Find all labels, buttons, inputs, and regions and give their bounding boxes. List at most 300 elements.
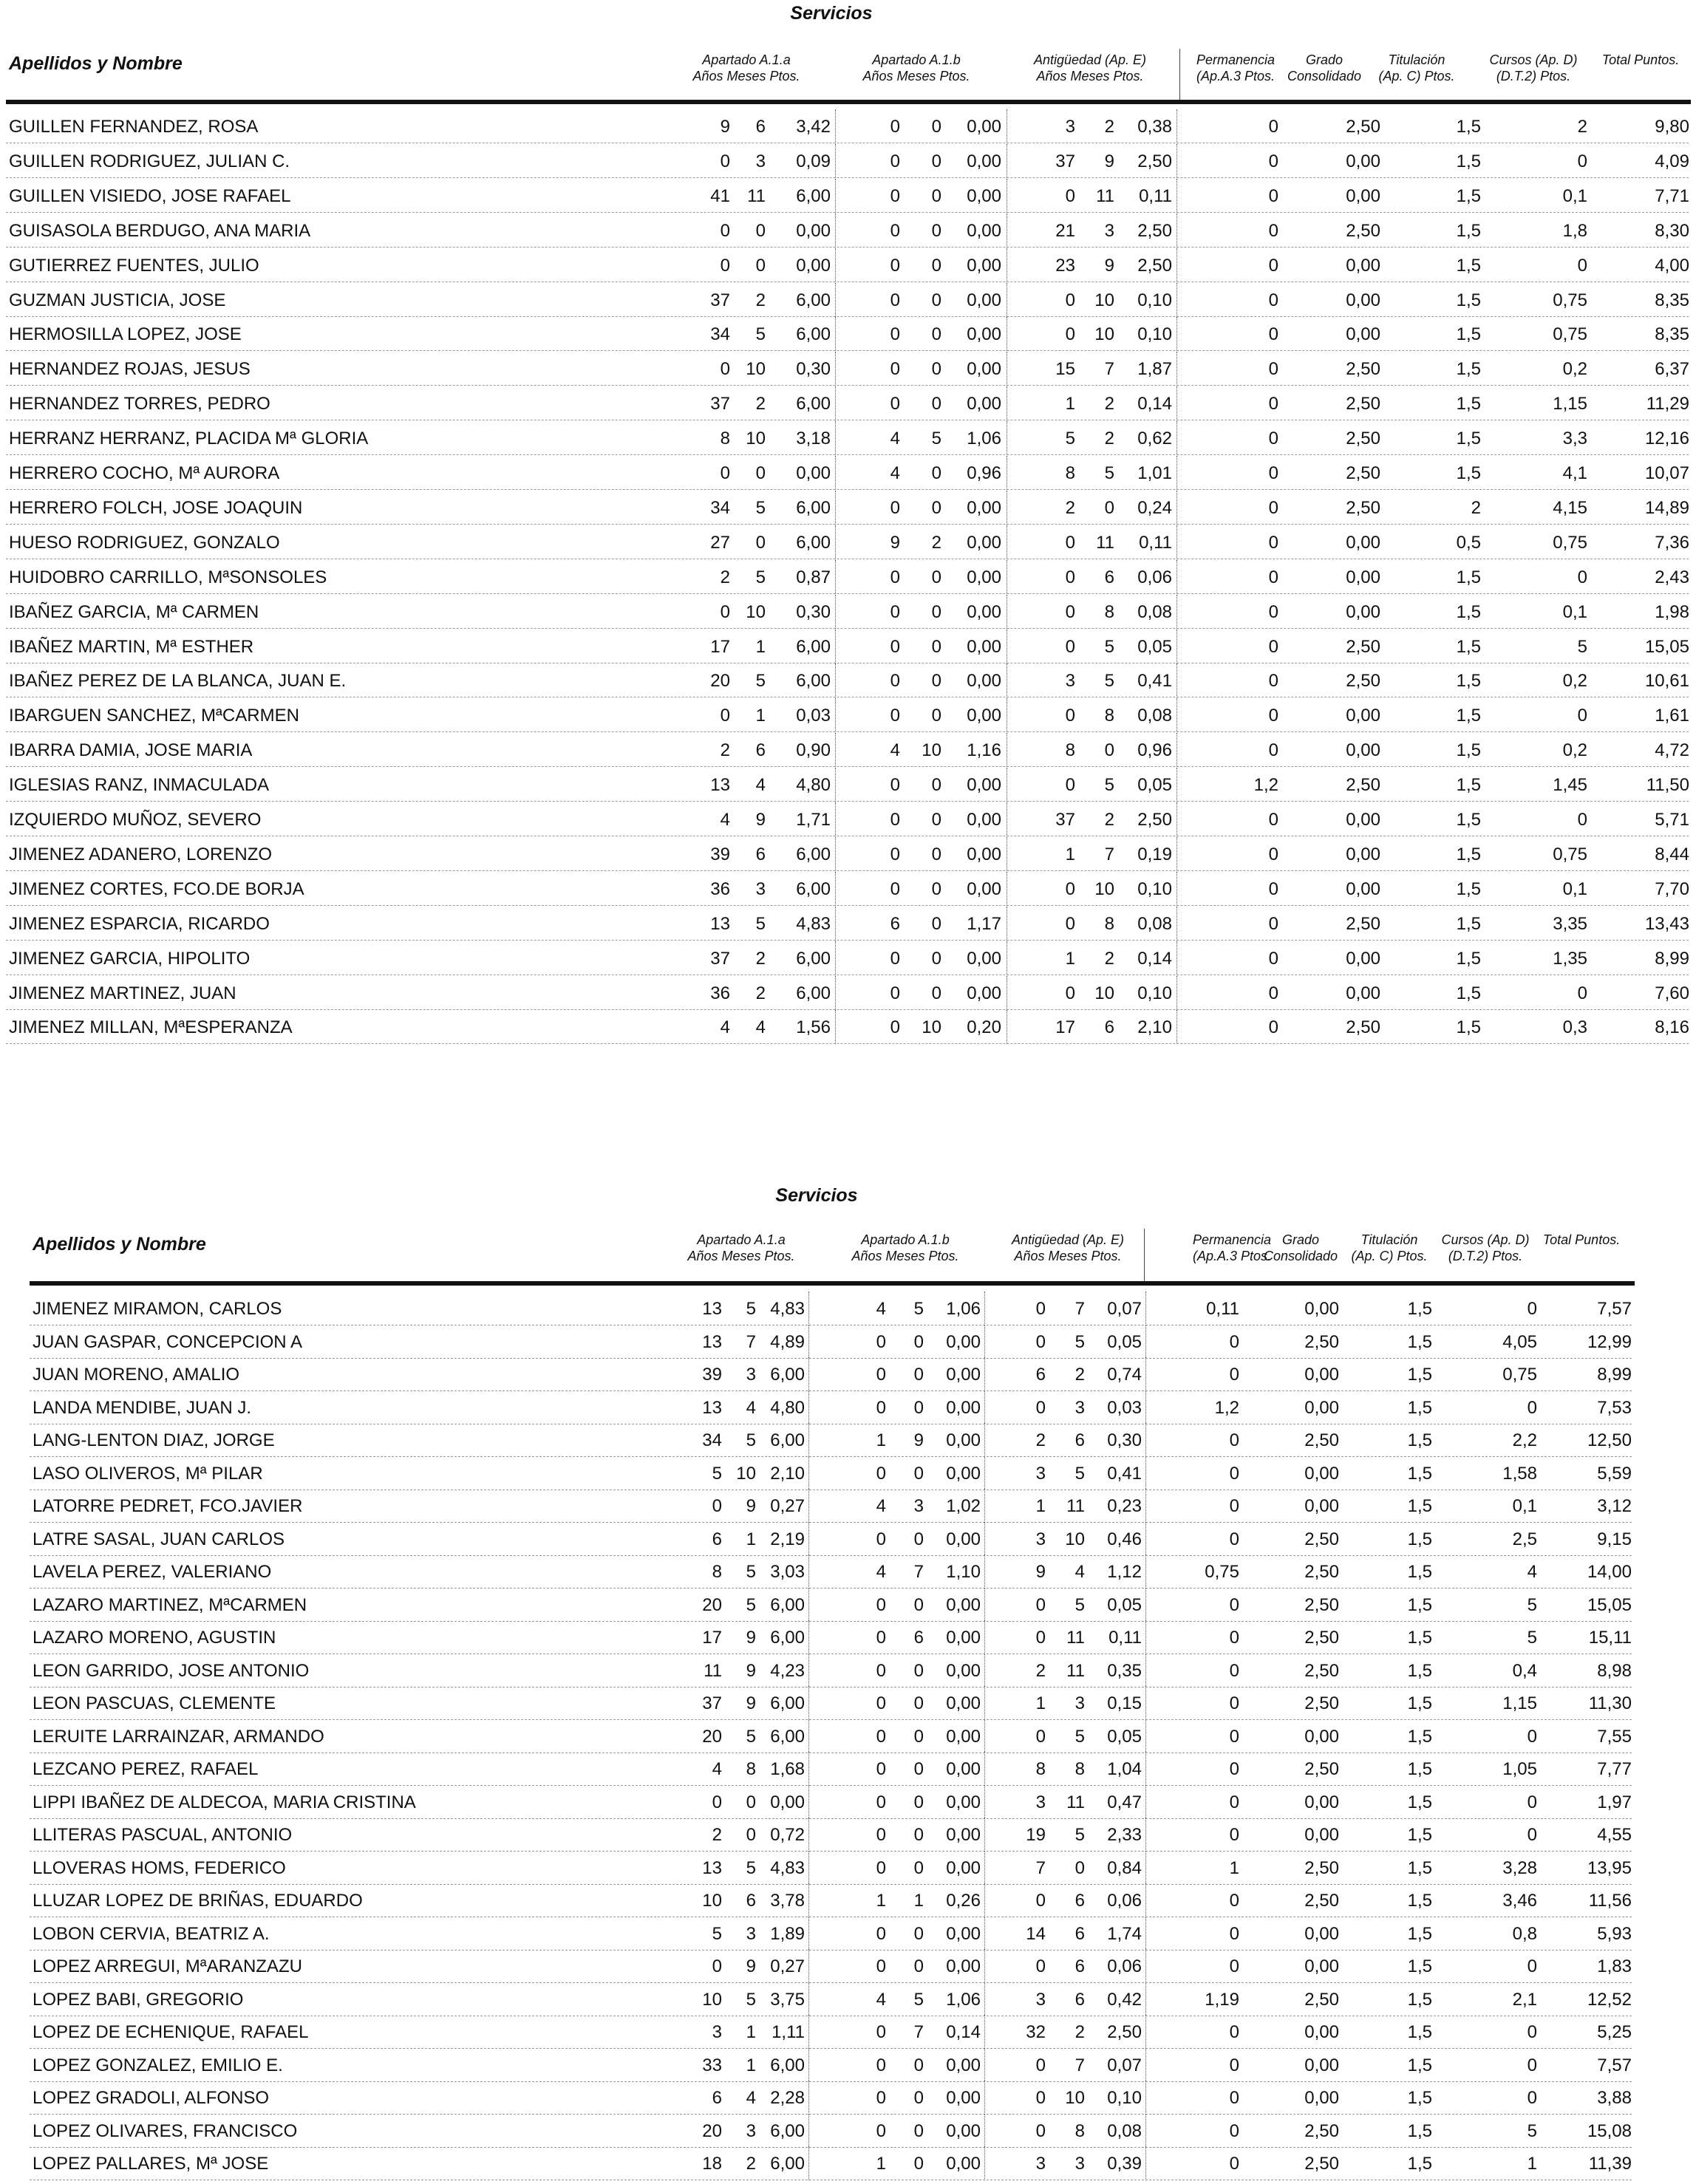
value-cell: 6,00 xyxy=(796,637,831,657)
value-cell: 37 xyxy=(710,949,730,969)
value-cell: 0 xyxy=(876,1727,886,1747)
value-cell: 0,00 xyxy=(1346,186,1380,206)
value-cell: 5 xyxy=(746,1430,756,1450)
value-cell: 0,00 xyxy=(967,256,1001,276)
value-cell: 0,00 xyxy=(946,2121,981,2141)
value-cell: 5,25 xyxy=(1597,2022,1632,2042)
column-header-line1: Cursos (Ap. D) xyxy=(1489,52,1578,67)
value-cell: 0,62 xyxy=(1137,429,1172,448)
value-cell: 6 xyxy=(755,117,766,137)
table-row xyxy=(0,2048,1696,2082)
value-cell: 0 xyxy=(913,1924,924,1944)
column-separator xyxy=(1145,1522,1146,1556)
value-cell: 2 xyxy=(746,2154,756,2174)
value-cell: 0 xyxy=(1527,2022,1537,2042)
value-cell: 2,2 xyxy=(1512,1430,1537,1450)
column-separator xyxy=(984,1785,985,1819)
employee-name: LEON GARRIDO, JOSE ANTONIO xyxy=(33,1661,310,1681)
column-separator xyxy=(1145,1390,1146,1424)
value-cell: 3 xyxy=(1035,1792,1046,1812)
value-cell: 0 xyxy=(1268,810,1278,830)
column-header-line2: (D.T.2) Ptos. xyxy=(1496,69,1571,83)
value-cell: 0 xyxy=(1035,1956,1046,1976)
column-separator xyxy=(984,1325,985,1359)
value-cell: 6 xyxy=(755,844,766,864)
value-cell: 7,70 xyxy=(1655,879,1689,899)
value-cell: 6 xyxy=(1075,1891,1085,1911)
employee-name: JUAN MORENO, AMALIO xyxy=(33,1365,240,1385)
table-row xyxy=(0,907,1696,941)
value-cell: 0,10 xyxy=(1137,983,1172,1003)
value-cell: 0 xyxy=(876,1924,886,1944)
value-cell: 0,15 xyxy=(1107,1693,1142,1713)
value-cell: 0,27 xyxy=(770,1496,805,1516)
value-cell: 5 xyxy=(746,1299,756,1319)
value-cell: 1,5 xyxy=(1456,394,1481,414)
column-separator xyxy=(835,283,836,317)
value-cell: 11,39 xyxy=(1588,2154,1632,2174)
value-cell: 7,57 xyxy=(1597,2055,1632,2075)
value-cell: 0 xyxy=(890,221,900,241)
table-row xyxy=(0,1883,1696,1917)
value-cell: 1,8 xyxy=(1562,221,1587,241)
value-cell: 2,5 xyxy=(1512,1529,1537,1549)
value-cell: 0 xyxy=(1268,221,1278,241)
value-cell: 0 xyxy=(890,567,900,587)
value-cell: 4,83 xyxy=(770,1299,805,1319)
value-cell: 0,00 xyxy=(796,221,831,241)
value-cell: 11 xyxy=(1096,533,1114,553)
column-separator xyxy=(984,1719,985,1753)
value-cell: 15 xyxy=(1055,359,1075,379)
value-cell: 33 xyxy=(702,2055,722,2075)
table-row xyxy=(0,144,1696,178)
value-cell: 6,00 xyxy=(796,983,831,1003)
value-cell: 3,35 xyxy=(1553,914,1587,934)
column-group-header xyxy=(851,1232,958,1264)
employee-name: HERRANZ HERRANZ, PLACIDA Mª GLORIA xyxy=(9,429,369,448)
value-cell: 10,61 xyxy=(1644,671,1689,691)
column-separator xyxy=(984,1555,985,1588)
value-cell: 4 xyxy=(876,1990,886,2010)
value-cell: 0,00 xyxy=(946,1464,981,1484)
value-cell: 6 xyxy=(1104,567,1114,587)
value-cell: 0 xyxy=(931,221,941,241)
value-cell: 0,14 xyxy=(1137,394,1172,414)
value-cell: 0,00 xyxy=(946,2154,981,2174)
value-cell: 1,12 xyxy=(1107,1562,1142,1582)
value-cell: 0,00 xyxy=(967,671,1001,691)
value-cell: 34 xyxy=(710,324,730,344)
column-separator xyxy=(1145,1785,1146,1819)
column-separator xyxy=(1145,1982,1146,2016)
value-cell: 0 xyxy=(1268,1017,1278,1037)
value-cell: 1,06 xyxy=(946,1299,981,1319)
value-cell: 3 xyxy=(1035,1529,1046,1549)
value-cell: 0,30 xyxy=(1107,1430,1142,1450)
value-cell: 0 xyxy=(1268,914,1278,934)
value-cell: 6 xyxy=(712,2088,722,2108)
column-group-header xyxy=(692,52,800,84)
column-separator xyxy=(1176,214,1177,248)
value-cell: 27 xyxy=(710,533,730,553)
column-separator xyxy=(1176,837,1177,871)
value-cell: 2,50 xyxy=(1304,1693,1339,1713)
value-cell: 0 xyxy=(720,151,730,171)
column-separator xyxy=(808,1620,809,1654)
value-cell: 1,5 xyxy=(1407,1891,1432,1911)
value-cell: 4,83 xyxy=(796,914,831,934)
value-cell: 2,50 xyxy=(1346,637,1380,657)
value-cell: 5 xyxy=(746,1990,756,2010)
value-cell: 2,50 xyxy=(1304,2154,1339,2174)
table-row xyxy=(0,2114,1696,2148)
value-cell: 0,00 xyxy=(967,117,1001,137)
value-cell: 1,5 xyxy=(1407,1332,1432,1352)
value-cell: 0,00 xyxy=(1346,151,1380,171)
value-cell: 0 xyxy=(913,1398,924,1418)
column-separator xyxy=(1145,1325,1146,1359)
value-cell: 0 xyxy=(931,914,941,934)
column-separator xyxy=(1145,1291,1146,1325)
value-cell: 0 xyxy=(890,117,900,137)
table-row xyxy=(0,1917,1696,1951)
column-separator xyxy=(835,560,836,594)
value-cell: 1,5 xyxy=(1456,117,1481,137)
value-cell: 10 xyxy=(922,1017,941,1037)
value-cell: 0 xyxy=(876,1332,886,1352)
value-cell: 1,06 xyxy=(967,429,1001,448)
employee-name: IBAÑEZ PEREZ DE LA BLANCA, JUAN E. xyxy=(9,671,347,691)
value-cell: 0 xyxy=(712,1496,722,1516)
value-cell: 19 xyxy=(1026,1825,1046,1845)
column-separator xyxy=(835,837,836,871)
value-cell: 0,4 xyxy=(1512,1661,1537,1681)
value-cell: 1,5 xyxy=(1407,1365,1432,1385)
value-cell: 2,50 xyxy=(1346,775,1380,795)
value-cell: 1,2 xyxy=(1214,1398,1239,1418)
column-separator xyxy=(835,317,836,351)
value-cell: 0 xyxy=(1065,775,1075,795)
column-separator xyxy=(984,1390,985,1424)
value-cell: 0 xyxy=(931,186,941,206)
employee-name: HERNANDEZ TORRES, PEDRO xyxy=(9,394,270,414)
value-cell: 6,00 xyxy=(796,671,831,691)
column-separator xyxy=(1176,802,1177,836)
column-group-header xyxy=(1034,52,1146,84)
value-cell: 0 xyxy=(890,879,900,899)
column-separator xyxy=(1176,179,1177,213)
value-cell: 0,75 xyxy=(1205,1562,1239,1582)
employee-name: LATORRE PEDRET, FCO.JAVIER xyxy=(33,1496,303,1516)
value-cell: 1 xyxy=(876,1430,886,1450)
employee-name: IBARRA DAMIA, JOSE MARIA xyxy=(9,740,253,760)
column-header-line1: Cursos (Ap. D) xyxy=(1441,1232,1530,1247)
value-cell: 0,00 xyxy=(967,775,1001,795)
value-cell: 0 xyxy=(890,775,900,795)
value-cell: 8,30 xyxy=(1655,221,1689,241)
value-cell: 6 xyxy=(1075,1430,1085,1450)
value-cell: 0,00 xyxy=(967,151,1001,171)
value-cell: 2,50 xyxy=(1137,256,1172,276)
value-cell: 0 xyxy=(1065,324,1075,344)
value-cell: 0,00 xyxy=(946,1759,981,1779)
value-cell: 1,5 xyxy=(1407,1529,1432,1549)
value-cell: 0,1 xyxy=(1562,602,1587,622)
value-cell: 0 xyxy=(1268,602,1278,622)
value-cell: 5 xyxy=(755,324,766,344)
value-cell: 0 xyxy=(1035,1398,1046,1418)
value-cell: 1,5 xyxy=(1456,463,1481,483)
value-cell: 0 xyxy=(1229,2121,1239,2141)
value-cell: 0,09 xyxy=(796,151,831,171)
column-group-header xyxy=(1264,1232,1338,1264)
value-cell: 0 xyxy=(1229,1464,1239,1484)
column-separator xyxy=(1176,768,1177,802)
value-cell: 0 xyxy=(876,1398,886,1418)
value-cell: 0 xyxy=(1577,256,1587,276)
value-cell: 1,5 xyxy=(1456,810,1481,830)
value-cell: 5 xyxy=(1065,429,1075,448)
value-cell: 1,5 xyxy=(1407,1825,1432,1845)
column-separator xyxy=(808,1719,809,1753)
value-cell: 2,50 xyxy=(1346,429,1380,448)
value-cell: 0,00 xyxy=(1346,602,1380,622)
value-cell: 1,87 xyxy=(1137,359,1172,379)
table-row xyxy=(0,214,1696,248)
value-cell: 0,00 xyxy=(946,1956,981,1976)
value-cell: 15,05 xyxy=(1644,637,1689,657)
column-separator xyxy=(808,1489,809,1523)
value-cell: 0,00 xyxy=(1346,324,1380,344)
row-separator xyxy=(6,524,1689,525)
value-cell: 0 xyxy=(1035,2088,1046,2108)
value-cell: 0,08 xyxy=(1107,2121,1142,2141)
value-cell: 0 xyxy=(931,949,941,969)
value-cell: 20 xyxy=(702,1727,722,1747)
employee-name: JIMENEZ MARTINEZ, JUAN xyxy=(9,983,236,1003)
value-cell: 11 xyxy=(1066,1661,1085,1681)
value-cell: 0,00 xyxy=(946,1858,981,1878)
column-separator xyxy=(984,1818,985,1852)
value-cell: 37 xyxy=(1055,810,1075,830)
value-cell: 0 xyxy=(890,637,900,657)
value-cell: 0,00 xyxy=(967,290,1001,310)
value-cell: 0 xyxy=(1527,1825,1537,1845)
value-cell: 5 xyxy=(712,1924,722,1944)
value-cell: 1,5 xyxy=(1456,186,1481,206)
value-cell: 2,50 xyxy=(1304,1628,1339,1648)
value-cell: 6,00 xyxy=(770,1628,805,1648)
value-cell: 0,00 xyxy=(967,844,1001,864)
column-separator xyxy=(984,1752,985,1786)
column-separator xyxy=(1145,1489,1146,1523)
value-cell: 0 xyxy=(1577,567,1587,587)
employee-name: LOPEZ GRADOLI, ALFONSO xyxy=(33,2088,270,2108)
value-cell: 0,00 xyxy=(1346,706,1380,726)
value-cell: 0,00 xyxy=(946,1529,981,1549)
value-cell: 5 xyxy=(755,567,766,587)
value-cell: 0 xyxy=(1268,359,1278,379)
value-cell: 1,5 xyxy=(1456,602,1481,622)
value-cell: 0 xyxy=(876,2088,886,2108)
value-cell: 6,00 xyxy=(796,533,831,553)
value-cell: 4 xyxy=(876,1562,886,1582)
value-cell: 0,00 xyxy=(946,1825,981,1845)
value-cell: 1,5 xyxy=(1456,671,1481,691)
value-cell: 4 xyxy=(876,1496,886,1516)
value-cell: 10 xyxy=(922,740,941,760)
header-divider xyxy=(1144,1229,1145,1281)
value-cell: 0,00 xyxy=(1304,1956,1339,1976)
value-cell: 0 xyxy=(1268,706,1278,726)
table-row xyxy=(0,941,1696,975)
value-cell: 1,5 xyxy=(1407,1562,1432,1582)
value-cell: 5 xyxy=(746,1727,756,1747)
value-cell: 0 xyxy=(1229,1595,1239,1615)
value-cell: 0,07 xyxy=(1107,2055,1142,2075)
table-row xyxy=(0,560,1696,594)
value-cell: 0 xyxy=(1229,1365,1239,1385)
column-separator xyxy=(808,2048,809,2082)
value-cell: 0 xyxy=(913,1825,924,1845)
value-cell: 6,00 xyxy=(796,186,831,206)
table-row xyxy=(0,1010,1696,1044)
column-separator xyxy=(984,2048,985,2082)
value-cell: 0 xyxy=(931,671,941,691)
employee-name: HERNANDEZ ROJAS, JESUS xyxy=(9,359,251,379)
column-separator xyxy=(1176,525,1177,559)
value-cell: 0 xyxy=(931,256,941,276)
value-cell: 8 xyxy=(1075,2121,1085,2141)
value-cell: 4 xyxy=(746,2088,756,2108)
column-separator xyxy=(808,1555,809,1588)
value-cell: 6,00 xyxy=(770,1430,805,1450)
value-cell: 0 xyxy=(755,256,766,276)
column-group-header xyxy=(687,1232,794,1264)
value-cell: 0,2 xyxy=(1562,740,1587,760)
employee-name: LANG-LENTON DIAZ, JORGE xyxy=(33,1430,275,1450)
table-section-2 xyxy=(0,1182,1696,2184)
value-cell: 4,80 xyxy=(796,775,831,795)
value-cell: 0 xyxy=(890,602,900,622)
value-cell: 11 xyxy=(1066,1628,1085,1648)
column-header-line1: Apartado A.1.b xyxy=(861,1232,950,1247)
value-cell: 4,23 xyxy=(770,1661,805,1681)
value-cell: 1 xyxy=(876,1891,886,1911)
value-cell: 0 xyxy=(890,324,900,344)
value-cell: 0,00 xyxy=(770,1792,805,1812)
table-row xyxy=(0,525,1696,559)
value-cell: 0 xyxy=(931,324,941,344)
value-cell: 2,50 xyxy=(1346,498,1380,518)
table-row xyxy=(0,663,1696,697)
column-separator xyxy=(1145,1883,1146,1917)
value-cell: 7 xyxy=(1104,359,1114,379)
column-separator xyxy=(835,941,836,975)
employee-name: JIMENEZ CORTES, FCO.DE BORJA xyxy=(9,879,304,899)
value-cell: 13 xyxy=(702,1858,722,1878)
value-cell: 6,37 xyxy=(1655,359,1689,379)
employee-name: JIMENEZ ESPARCIA, RICARDO xyxy=(9,914,270,934)
value-cell: 2,50 xyxy=(1346,1017,1380,1037)
value-cell: 5 xyxy=(1075,1727,1085,1747)
value-cell: 9 xyxy=(746,1496,756,1516)
table-row xyxy=(0,1588,1696,1622)
value-cell: 5,59 xyxy=(1597,1464,1632,1484)
value-cell: 0 xyxy=(931,290,941,310)
column-separator xyxy=(835,248,836,282)
employee-name: GUILLEN VISIEDO, JOSE RAFAEL xyxy=(9,186,291,206)
value-cell: 1,05 xyxy=(1502,1759,1537,1779)
value-cell: 2,1 xyxy=(1512,1990,1537,2010)
value-cell: 0,00 xyxy=(967,533,1001,553)
value-cell: 6 xyxy=(1075,1956,1085,1976)
employee-name: GUILLEN FERNANDEZ, ROSA xyxy=(9,117,259,137)
value-cell: 0 xyxy=(890,810,900,830)
value-cell: 1,5 xyxy=(1407,1464,1432,1484)
value-cell: 7,60 xyxy=(1655,983,1689,1003)
column-separator xyxy=(835,386,836,420)
table-row xyxy=(0,976,1696,1010)
value-cell: 0 xyxy=(1229,1792,1239,1812)
column-separator xyxy=(984,1489,985,1523)
row-separator xyxy=(6,766,1689,767)
value-cell: 0,1 xyxy=(1562,879,1587,899)
column-separator xyxy=(1145,2146,1146,2180)
value-cell: 0 xyxy=(876,2121,886,2141)
value-cell: 4,05 xyxy=(1502,1332,1537,1352)
value-cell: 1,5 xyxy=(1456,637,1481,657)
value-cell: 8 xyxy=(712,1562,722,1582)
value-cell: 0 xyxy=(890,671,900,691)
value-cell: 0,00 xyxy=(1346,256,1380,276)
value-cell: 1,5 xyxy=(1407,1595,1432,1615)
column-group-header xyxy=(1012,1232,1124,1264)
value-cell: 10 xyxy=(746,602,766,622)
column-header-line1: Apartado A.1.a xyxy=(702,52,791,67)
value-cell: 32 xyxy=(1026,2022,1046,2042)
value-cell: 8,99 xyxy=(1597,1365,1632,1385)
column-header-line2: (Ap.A.3 Ptos. xyxy=(1192,1249,1272,1263)
value-cell: 2,50 xyxy=(1304,1562,1339,1582)
value-cell: 0,00 xyxy=(946,1365,981,1385)
value-cell: 1,5 xyxy=(1456,567,1481,587)
value-cell: 1 xyxy=(1035,1496,1046,1516)
value-cell: 0 xyxy=(931,394,941,414)
value-cell: 2,10 xyxy=(770,1464,805,1484)
value-cell: 0 xyxy=(720,221,730,241)
column-group-header xyxy=(1602,52,1679,68)
column-separator xyxy=(835,629,836,663)
table-row xyxy=(0,1555,1696,1588)
value-cell: 9,15 xyxy=(1597,1529,1632,1549)
value-cell: 7,77 xyxy=(1597,1759,1632,1779)
employee-name: LATRE SASAL, JUAN CARLOS xyxy=(33,1529,285,1549)
value-cell: 8,44 xyxy=(1655,844,1689,864)
value-cell: 0 xyxy=(876,1529,886,1549)
value-cell: 0,87 xyxy=(796,567,831,587)
value-cell: 0 xyxy=(913,1727,924,1747)
value-cell: 0,00 xyxy=(946,1693,981,1713)
value-cell: 7,57 xyxy=(1597,1299,1632,1319)
column-separator xyxy=(1176,907,1177,941)
value-cell: 0 xyxy=(876,1956,886,1976)
value-cell: 2,50 xyxy=(1304,1891,1339,1911)
value-cell: 1,68 xyxy=(770,1759,805,1779)
value-cell: 10 xyxy=(702,1891,722,1911)
value-cell: 2,28 xyxy=(770,2088,805,2108)
